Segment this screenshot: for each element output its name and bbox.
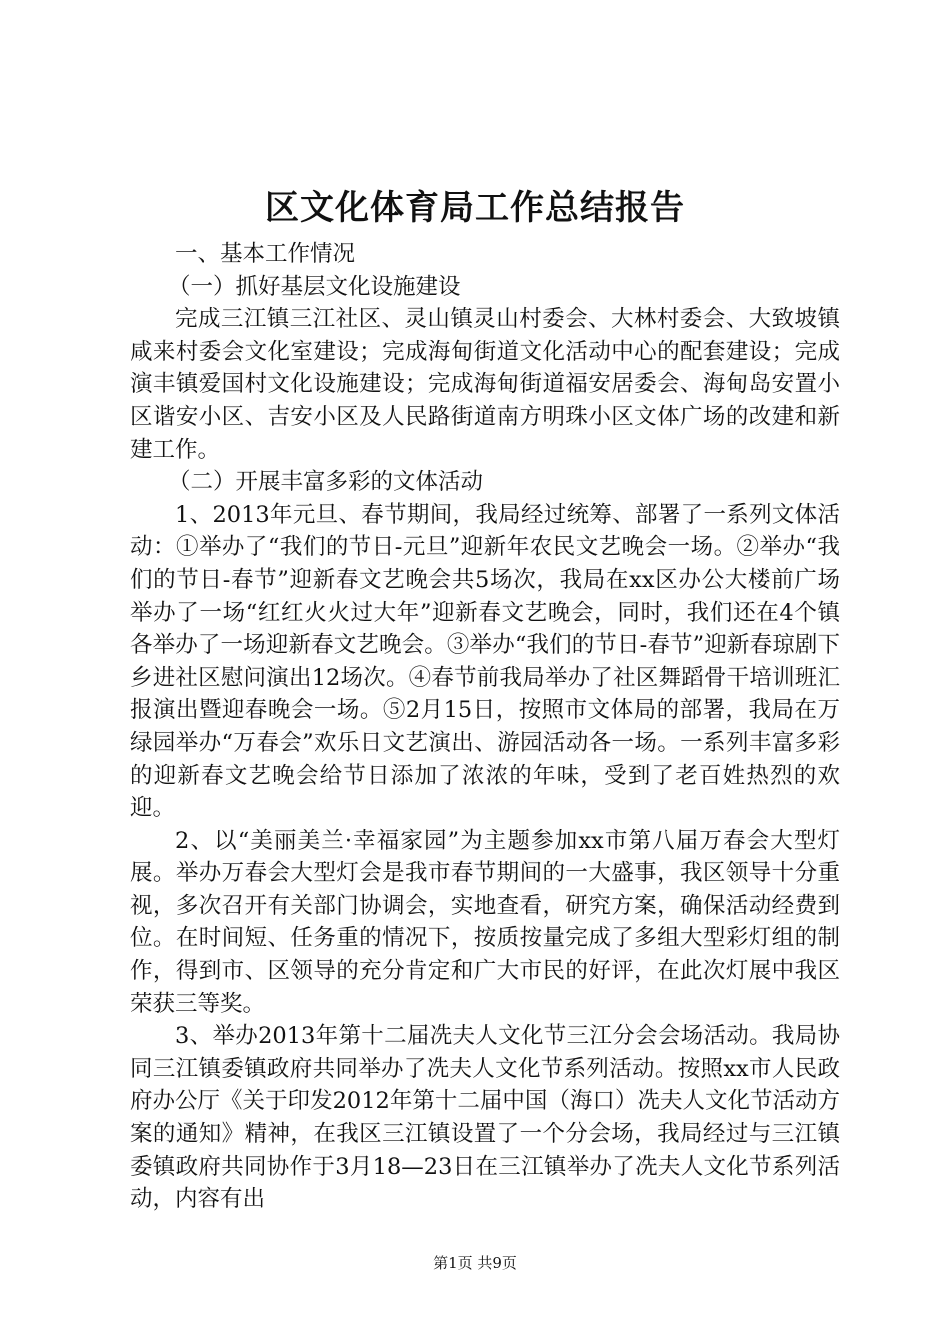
subsection-heading: （一）抓好基层文化设施建设 — [168, 273, 461, 300]
document-body — [130, 238, 840, 1216]
page-number: 第1页 共9页 — [433, 1254, 517, 1272]
subsection-heading: （二）开展丰富多彩的文体活动 — [168, 469, 484, 496]
section-heading: 一、基本工作情况 — [175, 241, 356, 267]
document-title: 区文化体育局工作总结报告 — [265, 188, 685, 228]
body-paragraph: 3、举办2013年第十二届冼夫人文化节三江分会会场活动。我局协同三江镇委镇政府共同举办了冼夫人文化节系列活动。按照xx市人民政府办公厅《关于印发2012年第十二届中国（海口）冼夫人文化节活动方案的通知》精神，在我区三江镇设置了一个分会场，我局经过与三江镇委镇政府共同协作于3月18—23日在三江镇举办了冼夫人文化节系列活动，内容有出 — [130, 1023, 840, 1213]
body-paragraph: 1、2013年元旦、春节期间，我局经过统筹、部署了一系列文体活动：①举办了“我们的节日-元旦”迎新年农民文艺晚会一场。②举办“我们的节日-春节”迎新春文艺晚会共5场次，我局在xx区办公大楼前广场举办了一场“红红火火过大年”迎新春文艺晚会，同时，我们还在4个镇各举办了一场迎新春文艺晚会。③举办“我们的节日-春节”迎新春琼剧下乡进社区慰问演出12场次。④春节前我局举办了社区舞蹈骨干培训班汇报演出暨迎春晚会一场。⑤2月15日，按照市文体局的部署，我局在万绿园举办“万春会”欢乐日文艺演出、游园活动各一场。一系列丰富多彩的迎新春文艺晚会给节日添加了浓浓的年味，受到了老百姓热烈的欢迎。 — [130, 501, 840, 822]
body-paragraph: 2、以“美丽美兰·幸福家园”为主题参加xx市第八届万春会大型灯展。举办万春会大型灯会是我市春节期间的一大盛事，我区领导十分重视，多次召开有关部门协调会，实地查看，研究方案，确保活动经费到位。在时间短、任务重的情况下，按质按量完成了多组大型彩灯组的制作，得到市、区领导的充分肯定和广大市民的好评，在此次灯展中我区荣获三等奖。 — [130, 827, 840, 1017]
body-paragraph: 完成三江镇三江社区、灵山镇灵山村委会、大林村委会、大致坡镇咸来村委会文化室建设；完成海甸街道文化活动中心的配套建设；完成演丰镇爱国村文化设施建设；完成海甸街道福安居委会、海甸岛安置小区谐安小区、吉安小区及人民路街道南方明珠小区文体广场的改建和新建工作。 — [130, 306, 840, 463]
